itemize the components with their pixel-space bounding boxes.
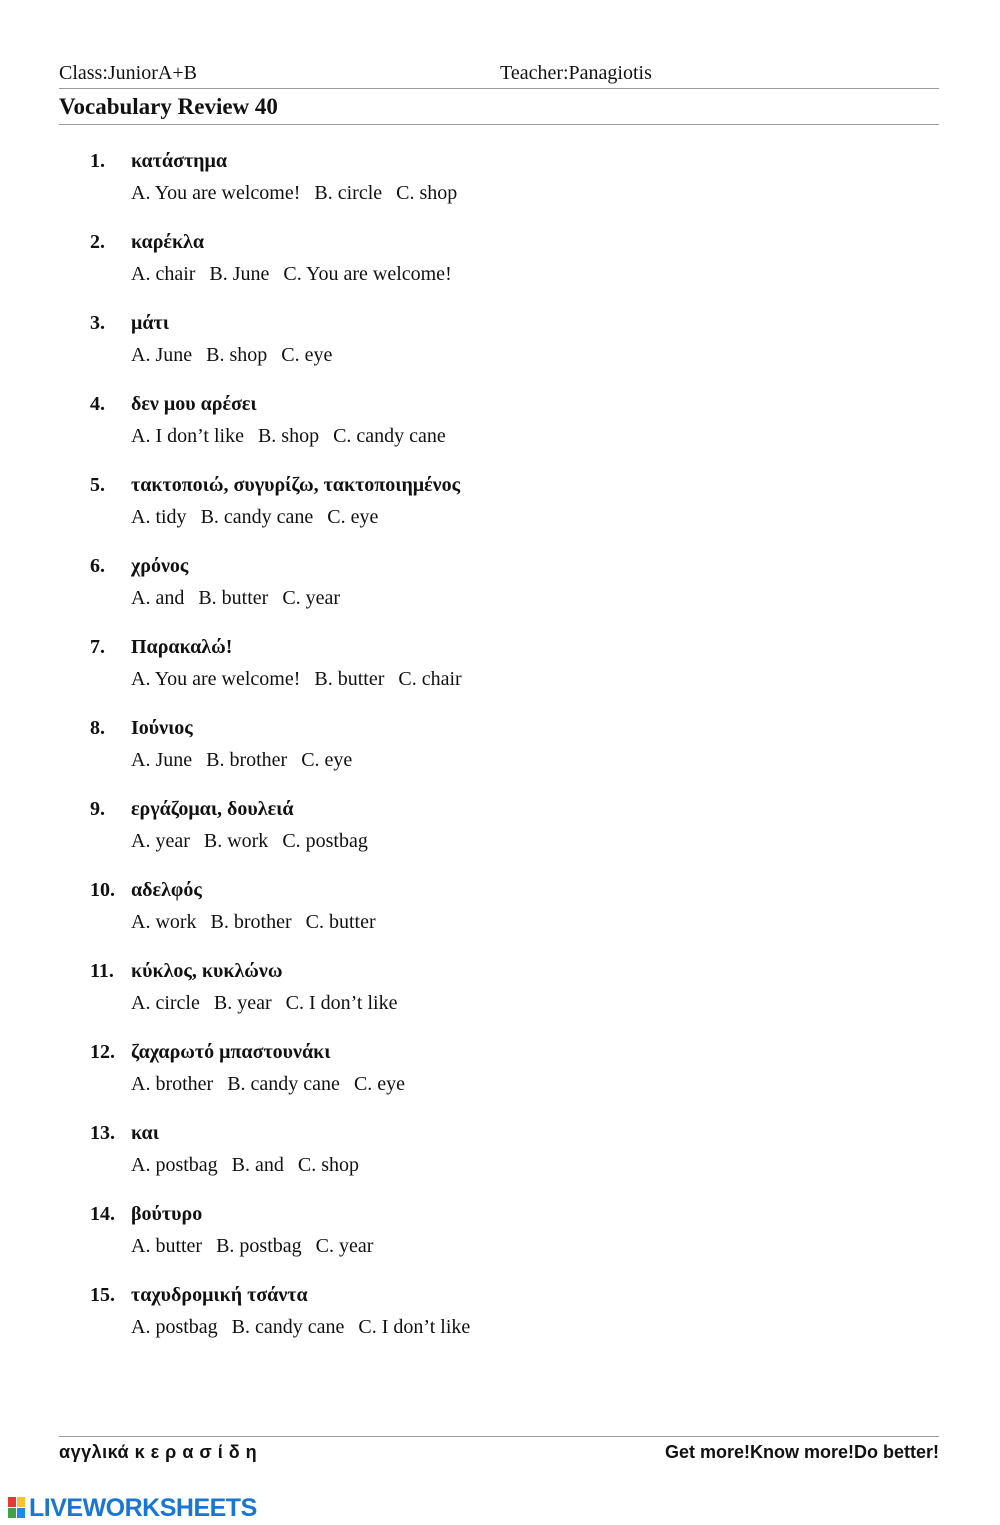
logo-text: LIVEWORKSHEETS <box>29 1493 257 1522</box>
question-number: 6. <box>90 555 105 577</box>
page-title: Vocabulary Review 40 <box>59 94 939 125</box>
question-item <box>0 960 1000 1041</box>
answer-option[interactable]: C. I don’t like <box>285 992 398 1014</box>
question-number: 12. <box>90 1041 115 1063</box>
answer-option[interactable]: B. candy cane <box>227 1073 340 1095</box>
question-item <box>0 879 1000 960</box>
question-word: ταχυδρομική τσάντα <box>131 1284 308 1306</box>
answer-options <box>131 506 392 529</box>
question-item <box>0 474 1000 555</box>
answer-option[interactable]: B. candy cane <box>231 1316 345 1338</box>
question-item <box>0 1041 1000 1122</box>
question-number: 11. <box>90 960 114 982</box>
question-word: κατάστημα <box>131 150 228 172</box>
answer-option[interactable]: A. year <box>131 830 190 852</box>
question-word: μάτι <box>131 312 169 334</box>
class-label: Class:JuniorA+B <box>59 62 197 84</box>
teacher-label: Teacher:Panagiotis <box>500 62 652 84</box>
question-word: κύκλος, κυκλώνω <box>131 960 283 982</box>
question-item <box>0 1284 1000 1365</box>
answer-option[interactable]: B. year <box>213 992 272 1014</box>
question-number: 5. <box>90 474 105 496</box>
answer-option[interactable]: A. June <box>131 344 193 366</box>
answer-option[interactable]: B. brother <box>206 749 288 771</box>
question-number: 7. <box>90 636 105 658</box>
answer-option[interactable]: C. shop <box>297 1154 360 1176</box>
footer-divider <box>59 1436 939 1437</box>
worksheet-header <box>59 62 939 89</box>
question-number: 2. <box>90 231 105 253</box>
footer-slogan: Get more!Know more!Do better! <box>664 1442 939 1462</box>
question-number: 3. <box>90 312 105 334</box>
question-word: δεν μου αρέσει <box>131 393 257 415</box>
answer-option[interactable]: B. shop <box>257 425 320 447</box>
answer-option[interactable]: B. candy cane <box>200 506 314 528</box>
answer-option[interactable]: A. work <box>131 911 197 933</box>
question-item <box>0 150 1000 231</box>
question-item <box>0 393 1000 474</box>
question-number: 15. <box>90 1284 115 1306</box>
question-item <box>0 1122 1000 1203</box>
answer-option[interactable]: A. butter <box>131 1235 203 1257</box>
answer-options <box>131 425 460 448</box>
answer-option[interactable]: C. shop <box>396 182 458 204</box>
answer-option[interactable]: C. butter <box>305 911 376 933</box>
answer-options <box>131 830 382 853</box>
question-number: 14. <box>90 1203 115 1225</box>
answer-options <box>131 749 366 772</box>
answer-option[interactable]: A. You are welcome! <box>131 668 301 690</box>
answer-options <box>131 1235 387 1258</box>
question-item <box>0 636 1000 717</box>
question-item <box>0 798 1000 879</box>
question-number: 1. <box>90 150 105 172</box>
answer-option[interactable]: C. candy cane <box>333 425 446 447</box>
question-item <box>0 231 1000 312</box>
question-word: εργάζομαι, δουλειά <box>131 798 294 820</box>
answer-option[interactable]: C. year <box>282 587 341 609</box>
answer-option[interactable]: B. butter <box>314 668 385 690</box>
question-item <box>0 555 1000 636</box>
question-word: χρόνος <box>131 555 189 577</box>
answer-options <box>131 992 411 1015</box>
question-word: και <box>131 1122 159 1144</box>
answer-options <box>131 263 466 286</box>
answer-option[interactable]: A. I don’t like <box>131 425 244 447</box>
answer-option[interactable]: B. circle <box>314 182 383 204</box>
question-word: τακτοποιώ, συγυρίζω, τακτοποιημένος <box>131 474 461 496</box>
answer-option[interactable]: C. chair <box>398 668 462 690</box>
answer-option[interactable]: B. and <box>231 1154 284 1176</box>
question-item <box>0 1203 1000 1284</box>
question-number: 4. <box>90 393 105 415</box>
answer-option[interactable]: C. eye <box>281 344 333 366</box>
answer-option[interactable]: C. year <box>315 1235 374 1257</box>
answer-option[interactable]: B. butter <box>198 587 269 609</box>
answer-options <box>131 668 476 691</box>
question-item <box>0 312 1000 393</box>
question-number: 9. <box>90 798 105 820</box>
question-number: 8. <box>90 717 105 739</box>
answer-option[interactable]: B. shop <box>206 344 268 366</box>
answer-options <box>131 1316 484 1339</box>
question-word: αδελφός <box>131 879 202 901</box>
answer-options <box>131 182 471 205</box>
answer-option[interactable]: A. postbag <box>131 1316 218 1338</box>
answer-option[interactable]: C. You are welcome! <box>283 263 452 285</box>
answer-option[interactable]: A. You are welcome! <box>131 182 301 204</box>
question-word: Παρακαλώ! <box>131 636 233 658</box>
question-word: Ιούνιος <box>131 717 193 739</box>
answer-option[interactable]: A. postbag <box>131 1154 218 1176</box>
answer-option[interactable]: A. brother <box>131 1073 214 1095</box>
answer-option[interactable]: B. June <box>209 263 270 285</box>
answer-option[interactable]: A. June <box>131 749 193 771</box>
answer-option[interactable]: A. tidy <box>131 506 187 528</box>
answer-option[interactable]: B. work <box>203 830 269 852</box>
answer-options <box>131 911 390 934</box>
answer-option[interactable]: A. circle <box>131 992 200 1014</box>
answer-option[interactable]: B. brother <box>210 911 292 933</box>
footer-brand: αγγλικά κ ε ρ α σ ί δ η <box>59 1442 258 1462</box>
answer-option[interactable]: C. eye <box>353 1073 406 1095</box>
question-number: 10. <box>90 879 115 901</box>
answer-option[interactable]: A. chair <box>131 263 196 285</box>
answer-option[interactable]: A. and <box>131 587 185 609</box>
question-word: ζαχαρωτό μπαστουνάκι <box>131 1041 331 1063</box>
question-number: 13. <box>90 1122 115 1144</box>
question-word: βούτυρο <box>131 1203 203 1225</box>
question-item <box>0 717 1000 798</box>
answer-option[interactable]: B. postbag <box>216 1235 302 1257</box>
answer-option[interactable]: C. postbag <box>282 830 368 852</box>
answer-option[interactable]: C. I don’t like <box>358 1316 471 1338</box>
answer-options <box>131 1154 373 1177</box>
liveworksheets-logo-icon <box>8 1497 26 1519</box>
answer-options <box>131 587 354 610</box>
question-list <box>0 150 1000 1365</box>
question-word: καρέκλα <box>131 231 205 253</box>
answer-option[interactable]: C. eye <box>327 506 379 528</box>
answer-options <box>131 344 346 367</box>
answer-options <box>131 1073 419 1096</box>
liveworksheets-logo[interactable] <box>8 1494 257 1522</box>
answer-option[interactable]: C. eye <box>301 749 353 771</box>
